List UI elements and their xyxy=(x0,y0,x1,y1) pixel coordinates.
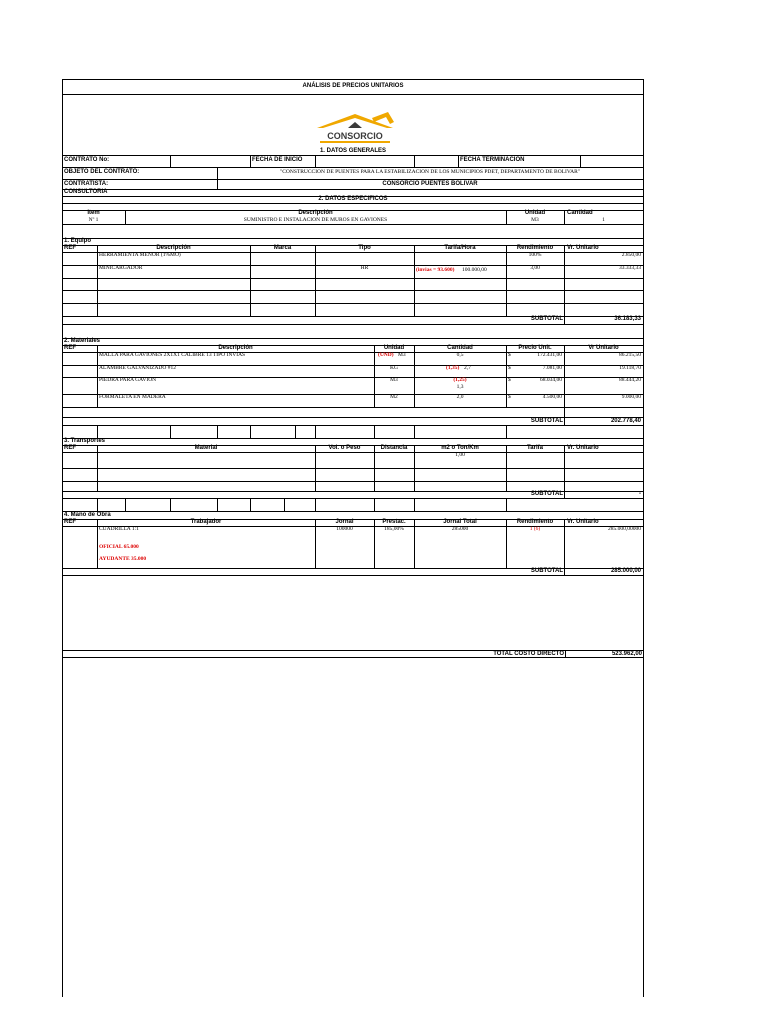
materiales-row-descripcion: ALAMBRE GALVANIZADO #12 xyxy=(99,365,177,371)
materiales-header-unidad: Unidad xyxy=(383,345,405,351)
mano-obra-header-ref: REF xyxy=(64,519,76,525)
equipo-row-vr-unitario: 2.850,00 xyxy=(621,252,641,258)
materiales-row-cantidad-note: (1,25) xyxy=(453,377,467,383)
logo-underline xyxy=(320,141,390,143)
mano-obra-row-rendimiento: 1 (6) xyxy=(529,526,541,532)
materiales-row-moneda: $ xyxy=(508,352,511,358)
contratista-label: CONTRATISTA: xyxy=(64,181,109,187)
rule xyxy=(250,245,251,316)
rule xyxy=(62,224,644,225)
materiales-header-ref: REF xyxy=(64,345,76,351)
rule xyxy=(62,498,644,499)
materiales-row-unidad: M3 xyxy=(398,352,406,358)
rule xyxy=(62,167,644,168)
rule xyxy=(62,179,644,180)
equipo-row-descripcion: HERRAMIENTA MENOR (1%MO) xyxy=(99,252,181,258)
materiales-row-unidad: KG xyxy=(390,365,398,371)
mano-obra-header-prestac: Prestac. xyxy=(382,519,406,525)
total-label: TOTAL COSTO DIRECTO xyxy=(493,651,564,657)
rule xyxy=(62,452,644,453)
ayudante-note: AYUDANTE 35.000 xyxy=(99,556,147,562)
materiales-row-cantidad: 2,0 xyxy=(456,394,464,400)
fecha-terminacion-label: FECHA TERMINACION xyxy=(460,157,525,163)
header-unidad: Unidad xyxy=(524,210,546,216)
item-value: Nº 1 xyxy=(88,217,99,223)
rule xyxy=(295,425,296,438)
mano-obra-header-jornal: Jornal xyxy=(335,519,354,525)
rule xyxy=(97,498,98,511)
rule xyxy=(315,155,316,167)
rule xyxy=(250,155,251,167)
equipo-header-tarifa: Tarifa/Hora xyxy=(444,245,476,251)
rule xyxy=(374,498,375,511)
materiales-header-cantidad: Cantidad xyxy=(447,345,473,351)
mano-obra-row-prestac: 185,00% xyxy=(384,526,404,532)
materiales-header-vr-unitario: Vr Unitario xyxy=(588,345,619,351)
rule xyxy=(97,245,98,316)
section-title-materiales: 2. Materiales xyxy=(64,338,101,344)
equipo-header-rendimiento: Rendimiento xyxy=(516,245,554,251)
oficial-note: OFICIAL 65.000 xyxy=(99,544,139,550)
equipo-subtotal: 36.183,33 xyxy=(614,316,641,322)
rule xyxy=(170,498,171,511)
rule xyxy=(62,203,644,204)
equipo-row-tarifa: 100.000,00 xyxy=(462,267,487,273)
mano-obra-header-trabajador: Trabajador xyxy=(190,519,222,525)
materiales-row-cantidad: 0,5 xyxy=(456,352,464,358)
rule xyxy=(62,575,644,576)
mano-obra-row-jornal-total: 285000 xyxy=(451,526,469,532)
rule xyxy=(62,481,644,482)
materiales-row-moneda: $ xyxy=(508,394,511,400)
rule xyxy=(170,425,171,438)
rule xyxy=(315,425,316,438)
rule xyxy=(315,498,316,511)
materiales-row-cantidad-extra: 1,3 xyxy=(456,384,464,390)
mano-obra-header-vr-unitario: Vr. Unitario xyxy=(567,519,599,525)
rule xyxy=(62,425,644,426)
equipo-header-tipo: Tipo xyxy=(358,245,371,251)
mano-obra-row-vr-unitario: 285.000,00000 xyxy=(608,526,641,532)
fecha-inicio-label: FECHA DE INICIO xyxy=(252,157,303,163)
materiales-row-precio: 68.034,00 xyxy=(540,377,562,383)
logo-text: CONSORCIO xyxy=(327,131,383,141)
company-logo xyxy=(312,108,398,148)
rule xyxy=(125,498,126,511)
rule xyxy=(414,425,415,438)
materiales-row-vr-unitario: 19.118,70 xyxy=(619,365,641,371)
transportes-subtotal-label: SUBTOTAL xyxy=(530,491,563,497)
rule xyxy=(62,278,644,279)
consultoria-label: CONSULTORIA xyxy=(64,189,108,195)
section-title-datos-generales: 1. DATOS GENERALES xyxy=(319,148,387,154)
rule xyxy=(374,425,375,438)
equipo-subtotal-label: SUBTOTAL xyxy=(530,316,563,322)
header-item: Item xyxy=(87,210,100,216)
equipo-header-descripcion: Descripción xyxy=(156,245,191,251)
rule xyxy=(458,155,459,167)
header-cantidad: Cantidad xyxy=(567,210,593,216)
materiales-row-unidad-note: (UND) xyxy=(378,352,394,358)
equipo-row-descripcion: MINICARGADOR xyxy=(99,265,143,271)
rule xyxy=(62,407,644,408)
transportes-header-vol-peso: Vol. o Peso xyxy=(328,445,361,451)
materiales-row-descripcion: MALLA PARA GAVIONES 2X1X1 CALIBRE 13 TIPO INVIAS xyxy=(99,352,246,358)
rule xyxy=(97,425,98,438)
page-title: ANÁLISIS DE PRECIOS UNITARIOS xyxy=(302,83,404,89)
equipo-header-vr-unitario: Vr. Unitario xyxy=(567,245,599,251)
transportes-header-vr-unitario: Vr. Unitario xyxy=(567,445,599,451)
rule xyxy=(217,498,218,511)
materiales-header-descripcion: Descripción xyxy=(218,345,253,351)
transportes-subtotal: - xyxy=(639,491,641,497)
equipo-row-rendimiento: 100% xyxy=(528,252,542,258)
mano-obra-row-trabajador: CUADRILLA 1:1 xyxy=(99,526,139,532)
mano-obra-subtotal: 285.000,00 xyxy=(610,568,641,574)
rule xyxy=(62,468,644,469)
objeto-value: "CONSTRUCCION DE PUENTES PARA LA ESTABILIZACION DE LOS MUNICIPIOS PDET, DEPARTAMENTO DE BOLIVAR" xyxy=(279,169,581,175)
transportes-header-distancia: Distancia xyxy=(380,445,408,451)
rule xyxy=(97,345,98,407)
rule xyxy=(315,245,316,316)
materiales-row-moneda: $ xyxy=(508,365,511,371)
rule xyxy=(414,245,415,316)
rule xyxy=(414,498,415,511)
contratista-value: CONSORCIO PUENTES BOLIVAR xyxy=(382,181,478,187)
rule xyxy=(217,425,218,438)
materiales-subtotal-label: SUBTOTAL xyxy=(530,418,563,424)
rule xyxy=(97,519,98,568)
equipo-row-tarifa-note: (invias = 93.600) xyxy=(416,267,455,273)
section-title-transportes: 3. Transportes xyxy=(64,438,106,444)
equipo-row-vr-unitario: 33.333,33 xyxy=(619,265,641,271)
equipo-header-ref: REF xyxy=(64,245,76,251)
total-row xyxy=(62,650,644,658)
rule xyxy=(62,338,644,339)
transportes-m2-value: 1,00 xyxy=(455,452,465,458)
item-cantidad: 1 xyxy=(602,217,605,223)
materiales-row-descripcion: PIEDRA PARA GAVION xyxy=(99,377,157,383)
materiales-row-vr-unitario: 9.000,00 xyxy=(621,394,641,400)
rule xyxy=(62,303,644,304)
rule xyxy=(414,155,415,167)
rule xyxy=(62,155,644,156)
contrato-label: CONTRATO No: xyxy=(64,157,110,163)
rule xyxy=(250,498,251,511)
rule xyxy=(62,238,644,239)
transportes-header-material: Material xyxy=(194,445,218,451)
rule xyxy=(506,425,507,438)
rule xyxy=(62,189,644,190)
materiales-row-cantidad: 2,7 xyxy=(464,365,471,371)
item-descripcion: SUMINISTRO E INSTALACION DE MUROS EN GAVIONES xyxy=(243,217,388,223)
materiales-row-precio: 7.081,00 xyxy=(542,365,562,371)
header-descripcion: Descripción xyxy=(298,210,333,216)
materiales-row-precio: 4.500,00 xyxy=(542,394,562,400)
equipo-header-marca: Marca xyxy=(273,245,292,251)
materiales-row-unidad: M3 xyxy=(390,377,398,383)
transportes-header-ref: REF xyxy=(64,445,76,451)
materiales-row-cantidad-note: (1,35) xyxy=(446,365,460,371)
rule xyxy=(170,155,171,167)
rule xyxy=(62,79,644,80)
materiales-row-vr-unitario: 88.444,20 xyxy=(619,377,641,383)
equipo-row-rendimiento: 3,00 xyxy=(530,265,540,271)
transportes-header-m2: m2 o Ton/Km xyxy=(441,445,479,451)
item-unidad: M3 xyxy=(531,217,539,223)
rule xyxy=(62,324,644,325)
rule xyxy=(250,425,251,438)
rule xyxy=(62,438,644,439)
rule xyxy=(580,155,581,167)
materiales-row-precio: 172.431,00 xyxy=(537,352,562,358)
section-title-equipo: 1. Equipo xyxy=(64,238,91,244)
rule xyxy=(62,511,644,512)
mano-obra-header-rendimiento: Rendimiento xyxy=(516,519,554,525)
rule xyxy=(643,79,644,997)
rule xyxy=(506,498,507,511)
mano-obra-row-jornal: 100000 xyxy=(336,526,353,532)
materiales-header-precio: Precio Unit. xyxy=(518,345,552,351)
total-value: 523.962,00 xyxy=(611,651,642,657)
logo-peak-icon xyxy=(348,122,362,128)
mano-obra-subtotal-label: SUBTOTAL xyxy=(530,568,563,574)
materiales-row-unidad: M2 xyxy=(390,394,398,400)
materiales-subtotal: 202.778,40 xyxy=(610,418,641,424)
rule xyxy=(284,498,285,511)
rule xyxy=(62,290,644,291)
materiales-row-descripcion: FORMALETA EN MADERA xyxy=(99,394,166,400)
section-title-datos-especificos: 2. DATOS ESPECIFICOS xyxy=(318,196,388,202)
rule xyxy=(62,94,644,95)
section-title-mano-obra: 4. Mano de Obra xyxy=(64,512,111,518)
objeto-label: OBJETO DEL CONTRATO: xyxy=(64,169,140,175)
materiales-row-moneda: $ xyxy=(508,377,511,383)
transportes-header-tarifa: Tarifa xyxy=(527,445,543,451)
materiales-row-vr-unitario: 86.215,50 xyxy=(619,352,641,358)
equipo-row-tipo: HR xyxy=(360,265,369,271)
mano-obra-header-jornal-total: Jornal Total xyxy=(443,519,477,525)
